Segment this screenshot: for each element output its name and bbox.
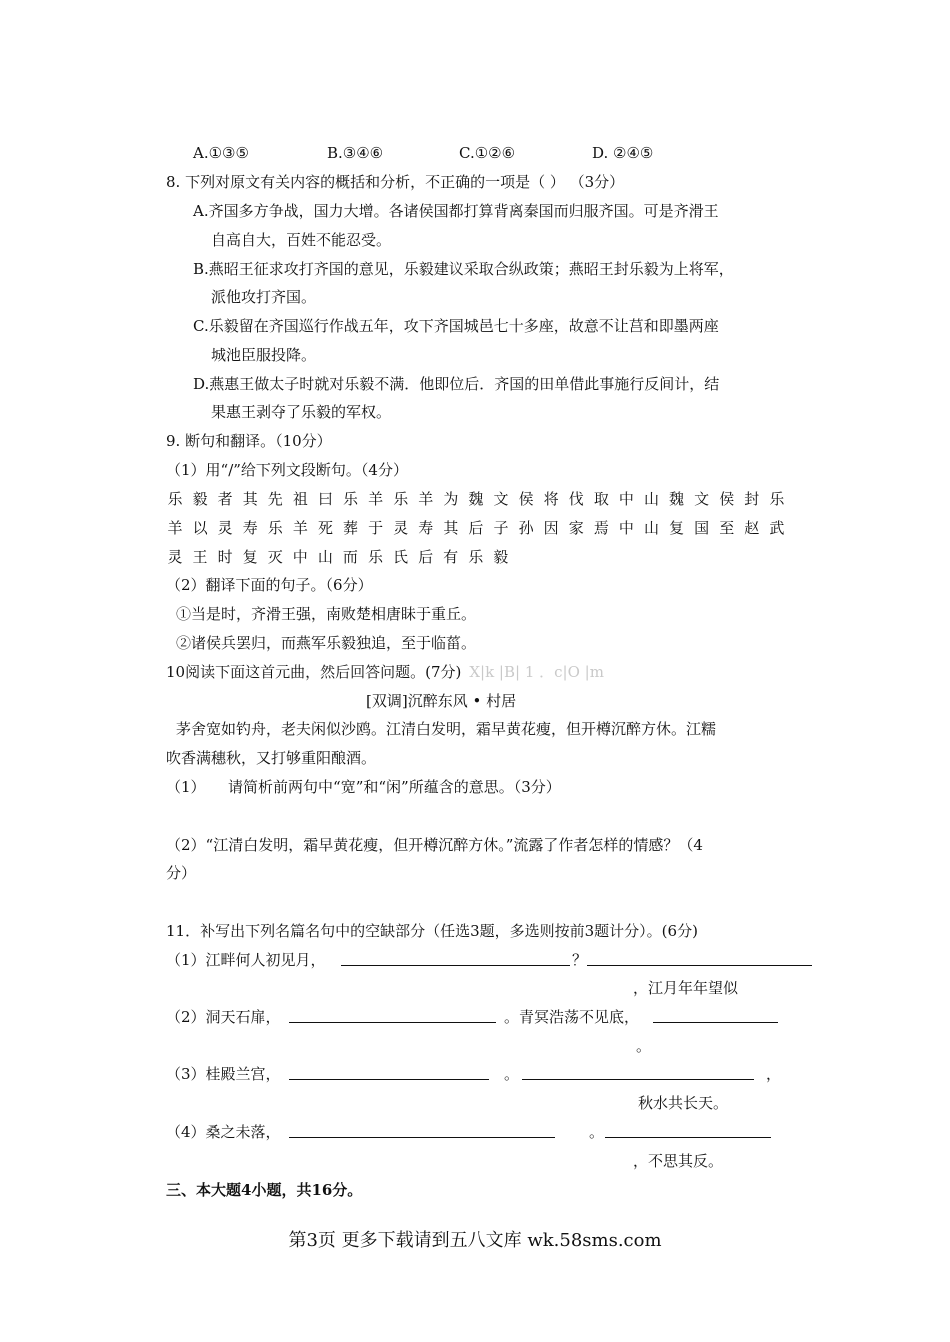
char: 乐 bbox=[343, 490, 359, 508]
q9-text-row-2 bbox=[166, 518, 786, 538]
char: 山 bbox=[317, 548, 333, 566]
char: 乐 bbox=[167, 490, 183, 508]
char: 文 bbox=[694, 490, 710, 508]
answer-blank[interactable] bbox=[605, 1137, 771, 1138]
char: 其 bbox=[443, 519, 459, 537]
q9-stem: 9. 断句和翻译。（10分） bbox=[166, 432, 332, 450]
char: 乐 bbox=[367, 548, 383, 566]
q11-line2-tail: 。 bbox=[636, 1037, 652, 1055]
char: 于 bbox=[368, 519, 384, 537]
q7-option-c: C.①②⑥ bbox=[459, 144, 516, 162]
char: 寿 bbox=[242, 519, 258, 537]
char: 灵 bbox=[167, 548, 183, 566]
q9-text-row-3 bbox=[166, 547, 510, 567]
char: 侯 bbox=[719, 490, 735, 508]
q11-line2-middle: 。青冥浩荡不见底， bbox=[504, 1008, 640, 1026]
q10-stem: 10阅读下面这首元曲，然后回答问题。(7分) bbox=[166, 663, 462, 681]
char: 伐 bbox=[568, 490, 584, 508]
char: 羊 bbox=[418, 490, 434, 508]
q11-line3-comma: ， bbox=[766, 1065, 782, 1083]
char: 乐 bbox=[393, 490, 409, 508]
answer-blank[interactable] bbox=[341, 965, 570, 966]
char: 山 bbox=[643, 519, 659, 537]
q11-line1-mark: ？ bbox=[572, 951, 588, 969]
q11-line2-prompt: （2）洞天石扉， bbox=[166, 1008, 281, 1026]
q8-option-d-line1: D.燕惠王做太子时就对乐毅不满．他即位后．齐国的田单借此事施行反间计，结 bbox=[193, 375, 720, 393]
char: 为 bbox=[443, 490, 459, 508]
page-footer: 第3页 更多下载请到五八文库 wk.58sms.com bbox=[288, 1230, 662, 1251]
q9-part1: （1）用“/”给下列文段断句。（4分） bbox=[166, 461, 408, 479]
char: 灵 bbox=[217, 519, 233, 537]
answer-blank[interactable] bbox=[587, 965, 812, 966]
q10-poem-title: [双调]沉醉东风 • 村居 bbox=[366, 692, 517, 710]
q9-sentence-1: ①当是时，齐滑王强，南败楚相唐眛于重丘。 bbox=[176, 605, 477, 623]
char: 毅 bbox=[493, 548, 509, 566]
char: 复 bbox=[669, 519, 685, 537]
char: 曰 bbox=[317, 490, 333, 508]
char: 将 bbox=[543, 490, 559, 508]
char: 者 bbox=[217, 490, 233, 508]
char: 孙 bbox=[518, 519, 534, 537]
char: 而 bbox=[342, 548, 358, 566]
char: 中 bbox=[292, 548, 308, 566]
char: 有 bbox=[443, 548, 459, 566]
q11-line4-tail: ，不思其反。 bbox=[633, 1152, 724, 1170]
q8-option-a-line1: A.齐国多方争战，国力大增。各诸侯国都打算背离秦国而归服齐国。可是齐滑王 bbox=[193, 202, 719, 220]
q10-stem-line bbox=[166, 662, 604, 682]
char: 先 bbox=[267, 490, 283, 508]
char: 中 bbox=[618, 490, 634, 508]
answer-blank[interactable] bbox=[653, 1022, 778, 1023]
q8-option-c-line1: C.乐毅留在齐国巡行作战五年，攻下齐国城邑七十多座，故意不让莒和即墨两座 bbox=[193, 317, 719, 335]
q11-stem: 11．补写出下列名篇名句中的空缺部分（任选3题，多选则按前3题计分）。(6分) bbox=[166, 922, 698, 940]
q11-line3-mark: 。 bbox=[504, 1065, 520, 1083]
q10-poem-line2: 吹香满穗秋，又打够重阳酿酒。 bbox=[166, 749, 377, 767]
char: 文 bbox=[493, 490, 509, 508]
char: 子 bbox=[493, 519, 509, 537]
char: 武 bbox=[769, 519, 785, 537]
char: 魏 bbox=[468, 490, 484, 508]
char: 死 bbox=[317, 519, 333, 537]
q8-option-d-line2: 果惠王剥夺了乐毅的军权。 bbox=[211, 403, 392, 421]
q11-line1-prompt: （1）江畔何人初见月， bbox=[166, 951, 326, 969]
q10-sub-question-2-cont: 分） bbox=[166, 864, 197, 882]
char: 后 bbox=[418, 548, 434, 566]
char: 羊 bbox=[167, 519, 183, 537]
q8-option-c-line2: 城池臣服投降。 bbox=[211, 346, 317, 364]
q8-option-b-line1: B.燕昭王征求攻打齐国的意见，乐毅建议采取合纵政策；燕昭王封乐毅为上将军， bbox=[193, 260, 734, 278]
q9-text-row-1 bbox=[166, 489, 786, 509]
answer-blank[interactable] bbox=[289, 1137, 555, 1138]
char: 羊 bbox=[292, 519, 308, 537]
char: 时 bbox=[217, 548, 233, 566]
answer-blank[interactable] bbox=[289, 1079, 489, 1080]
char: 赵 bbox=[744, 519, 760, 537]
watermark-text: X|k |B| 1 ．c|O |m bbox=[469, 663, 604, 681]
q10-sub-question-1: （1） 请简析前两句中“宽”和“闲”所蕴含的意思。（3分） bbox=[166, 778, 561, 796]
char: 祖 bbox=[292, 490, 308, 508]
q11-line4-prompt: （4）桑之未落， bbox=[166, 1123, 281, 1141]
char: 中 bbox=[618, 519, 634, 537]
q7-option-b: B.③④⑥ bbox=[327, 144, 384, 162]
char: 取 bbox=[593, 490, 609, 508]
char: 以 bbox=[192, 519, 208, 537]
char: 乐 bbox=[769, 490, 785, 508]
q11-line1-tail: ，江月年年望似 bbox=[633, 979, 739, 997]
q11-line4-mark: 。 bbox=[589, 1123, 605, 1141]
q8-option-a-line2: 自高自大，百姓不能忍受。 bbox=[211, 231, 392, 249]
char: 封 bbox=[744, 490, 760, 508]
char: 至 bbox=[719, 519, 735, 537]
char: 山 bbox=[643, 490, 659, 508]
q8-stem: 8. 下列对原文有关内容的概括和分析，不正确的一项是（ ） （3分） bbox=[166, 173, 625, 191]
q8-option-b-line2: 派他攻打齐国。 bbox=[211, 288, 317, 306]
char: 乐 bbox=[468, 548, 484, 566]
char: 焉 bbox=[593, 519, 609, 537]
char: 灵 bbox=[393, 519, 409, 537]
char: 魏 bbox=[669, 490, 685, 508]
section-3-heading: 三、本大题4小题，共16分。 bbox=[166, 1181, 363, 1199]
char: 羊 bbox=[368, 490, 384, 508]
char: 复 bbox=[242, 548, 258, 566]
q9-part2: （2）翻译下面的句子。（6分） bbox=[166, 576, 373, 594]
char: 氏 bbox=[393, 548, 409, 566]
answer-blank[interactable] bbox=[522, 1079, 754, 1080]
char: 国 bbox=[694, 519, 710, 537]
answer-blank[interactable] bbox=[289, 1022, 496, 1023]
q7-option-d: D. ②④⑤ bbox=[592, 144, 654, 162]
char: 因 bbox=[543, 519, 559, 537]
char: 灭 bbox=[267, 548, 283, 566]
q10-sub-question-2: （2）“江清白发明，霜早黄花瘦，但开樽沉醉方休。”流露了作者怎样的情感？（4 bbox=[166, 836, 703, 854]
char: 后 bbox=[468, 519, 484, 537]
q7-option-a: A.①③⑤ bbox=[193, 144, 249, 162]
q9-sentence-2: ②诸侯兵罢归，而燕军乐毅独追，至于临菑。 bbox=[176, 634, 477, 652]
char: 王 bbox=[192, 548, 208, 566]
q10-poem-line1: 茅舍宽如钓舟，老夫闲似沙鸥。江清白发明，霜早黄花瘦，但开樽沉醉方休。江糯 bbox=[176, 720, 717, 738]
char: 侯 bbox=[518, 490, 534, 508]
char: 葬 bbox=[343, 519, 359, 537]
char: 乐 bbox=[267, 519, 283, 537]
char: 家 bbox=[568, 519, 584, 537]
char: 毅 bbox=[192, 490, 208, 508]
q11-line3-prompt: （3）桂殿兰宫， bbox=[166, 1065, 281, 1083]
char: 寿 bbox=[418, 519, 434, 537]
q11-line3-tail: 秋水共长天。 bbox=[638, 1094, 729, 1112]
char: 其 bbox=[242, 490, 258, 508]
